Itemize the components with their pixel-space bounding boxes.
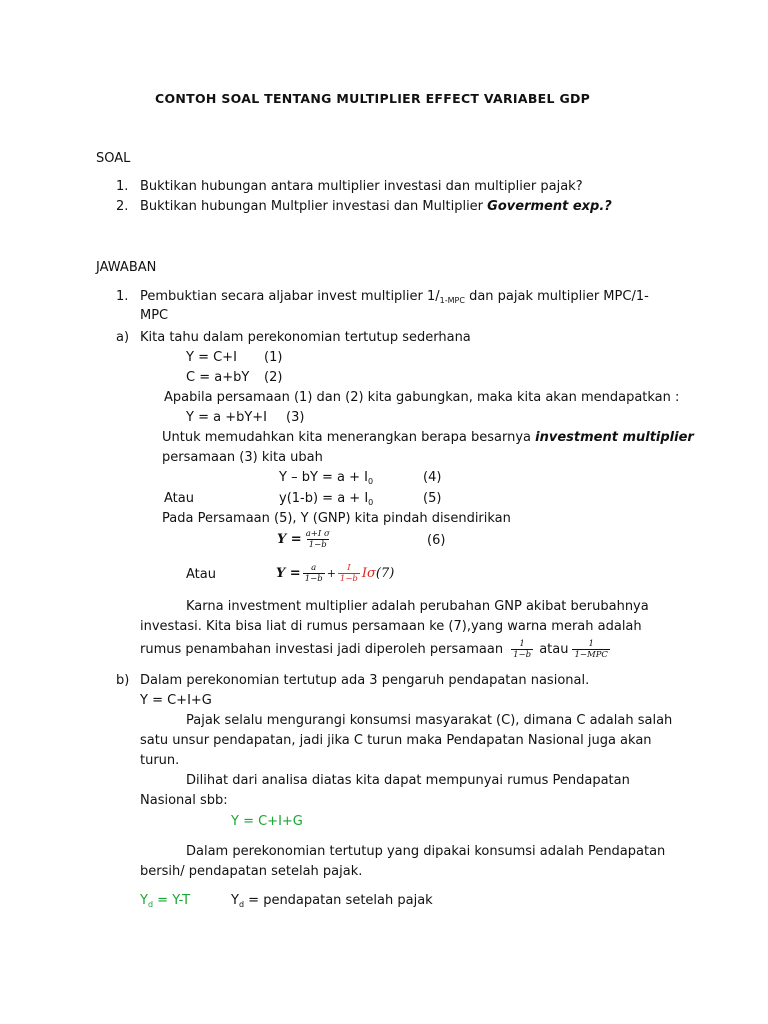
- jawaban-item-1-text-b: dan pajak multiplier MPC/1-: [464, 289, 649, 304]
- equation-1-tag: (1): [264, 350, 283, 365]
- pada-persamaan-text: Pada Persamaan (5), Y (GNP) kita pindah disendirikan: [162, 511, 511, 526]
- atau-label-2: Atau: [186, 567, 216, 582]
- jawaban-item-1-line-2: MPC: [140, 308, 169, 323]
- soal-item-2-emphasis: Goverment exp.?: [487, 199, 612, 214]
- equation-6-tag: (6): [427, 533, 446, 548]
- equation-6: [277, 528, 334, 552]
- equation-5-body: y(1-b) = a + I: [279, 491, 369, 506]
- equation-1: Y = C+I: [186, 350, 237, 365]
- yd-rhs: = Y-T: [153, 893, 191, 908]
- part-b-label: b): [116, 673, 130, 688]
- jawaban-item-1-number: 1.: [116, 289, 129, 304]
- equation-6-numerator: a+I σ: [305, 529, 330, 539]
- equation-7: [276, 562, 394, 586]
- yd-lhs: Y: [140, 893, 148, 908]
- part-b-paragraph-3: turun.: [140, 753, 180, 768]
- atau-label-1: Atau: [164, 491, 194, 506]
- equation-7-fraction-1: [303, 563, 325, 584]
- yd-definition-subscript: d: [238, 900, 245, 909]
- part-b-paragraph-2: satu unsur pendapatan, jadi jika C turun maka Pendapatan Nasional juga akan: [140, 733, 652, 748]
- equation-6-lhs: Y =: [277, 532, 302, 547]
- part-b-paragraph-1: Pajak selalu mengurangi konsumsi masyarakat (C), dimana C adalah salah: [186, 713, 673, 728]
- jawaban-item-1-text: [140, 288, 649, 310]
- part-b-intro: Dalam perekonomian tertutup ada 3 pengaruh pendapatan nasional.: [140, 673, 590, 688]
- equation-5: [279, 490, 373, 512]
- equation-4-subscript: 0: [368, 477, 374, 486]
- part-b-paragraph-5: Nasional sbb:: [140, 793, 228, 808]
- yd-definition-lhs: Y: [231, 893, 239, 908]
- explain-emphasis: investment multiplier: [535, 430, 694, 445]
- equation-3-tag: (3): [286, 410, 305, 425]
- combine-text: Apabila persamaan (1) dan (2) kita gabungkan, maka kita akan mendapatkan :: [164, 390, 680, 405]
- explain-text-a: Untuk memudahkan kita menerangkan berapa besarnya: [162, 430, 536, 445]
- equation-4-body: Y – bY = a + I: [279, 470, 369, 485]
- part-b-paragraph-4: Dilihat dari analisa diatas kita dapat mempunyai rumus Pendapatan: [186, 773, 630, 788]
- yd-definition: [231, 892, 433, 914]
- equation-2-tag: (2): [264, 370, 283, 385]
- paragraph-line-3: [140, 638, 612, 662]
- part-b-equation: Y = C+I+G: [140, 693, 212, 708]
- fraction-1-over-1-mpc: [572, 639, 609, 660]
- green-equation: Y = C+I+G: [231, 814, 303, 829]
- explain-line-2: persamaan (3) kita ubah: [162, 450, 323, 465]
- fraction-1-numerator: 1: [519, 639, 525, 649]
- equation-2: C = a+bY: [186, 370, 250, 385]
- yd-subscript: d: [147, 900, 154, 909]
- jawaban-heading: JAWABAN: [96, 260, 157, 275]
- equation-7-plus: +: [326, 567, 336, 580]
- equation-7-tail: Iσ: [361, 566, 376, 581]
- part-b-paragraph-7: bersih/ pendapatan setelah pajak.: [140, 864, 363, 879]
- soal-item-1-number: 1.: [116, 179, 129, 194]
- document-title: CONTOH SOAL TENTANG MULTIPLIER EFFECT VARIABEL GDP: [155, 91, 591, 106]
- explain-text: [162, 429, 694, 447]
- equation-6-denominator: 1−b: [308, 540, 327, 550]
- equation-7-tag: (7): [375, 566, 395, 581]
- jawaban-item-1-text-a: Pembuktian secara aljabar invest multiplier 1/: [140, 289, 440, 304]
- part-a-intro: Kita tahu dalam perekonomian tertutup sederhana: [140, 330, 471, 345]
- equation-7-numerator-1: a: [311, 563, 317, 573]
- equation-7-denominator-2: 1−b: [339, 574, 358, 584]
- equation-3: Y = a +bY+I: [186, 410, 268, 425]
- fraction-2-numerator: 1: [588, 639, 594, 649]
- jawaban-item-1-subscript: 1-MPC: [439, 296, 465, 305]
- soal-item-1-text: Buktikan hubungan antara multiplier investasi dan multiplier pajak?: [140, 179, 583, 194]
- part-a-label: a): [116, 330, 130, 345]
- paragraph-line-1: Karna investment multiplier adalah perubahan GNP akibat berubahnya: [186, 599, 649, 614]
- soal-item-2: [140, 198, 612, 216]
- part-b-paragraph-6: Dalam perekonomian tertutup yang dipakai konsumsi adalah Pendapatan: [186, 844, 666, 859]
- paragraph-line-3-text: rumus penambahan investasi jadi diperoleh persamaan: [140, 642, 504, 657]
- equation-6-fraction: [304, 529, 332, 550]
- fraction-2-denominator: 1−MPC: [574, 650, 608, 660]
- soal-item-2-text: Buktikan hubungan Multplier investasi dan Multiplier: [140, 199, 488, 214]
- equation-4-tag: (4): [423, 470, 442, 485]
- paragraph-atau: atau: [539, 642, 569, 657]
- paragraph-line-2: investasi. Kita bisa liat di rumus persamaan ke (7),yang warna merah adalah: [140, 619, 642, 634]
- fraction-1-denominator: 1−b: [513, 650, 532, 660]
- yd-definition-rhs: = pendapatan setelah pajak: [244, 893, 433, 908]
- soal-heading: SOAL: [96, 151, 131, 166]
- equation-7-denominator-1: 1−b: [304, 574, 323, 584]
- equation-7-numerator-2: I: [347, 563, 351, 573]
- equation-5-tag: (5): [423, 491, 442, 506]
- equation-5-subscript: 0: [368, 498, 374, 507]
- yd-equation: [140, 892, 190, 914]
- fraction-1-over-1-b: [511, 639, 533, 660]
- soal-item-2-number: 2.: [116, 199, 129, 214]
- equation-7-fraction-2: [338, 563, 360, 584]
- equation-7-lhs: Y =: [276, 566, 301, 581]
- equation-4: [279, 469, 373, 491]
